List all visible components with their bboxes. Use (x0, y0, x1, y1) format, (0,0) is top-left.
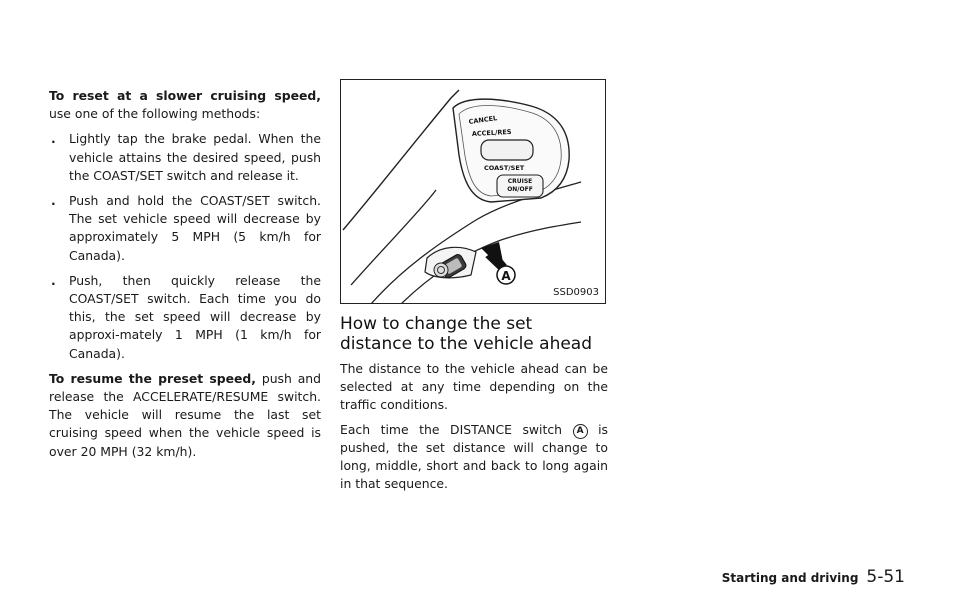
bullet-dot: . (51, 131, 56, 147)
section-name: Starting and driving (721, 571, 859, 585)
callout-a-marker: A (573, 424, 588, 439)
distance-text-after: is pushed, the set distance will change to long, middle, short and back to long again in that sequence. (340, 421, 608, 492)
list-item-text: Push and hold the COAST/SET switch. The set vehicle speed will decrease by approximately 5 MPH (5 km/h for Canada). (69, 193, 321, 263)
section-heading: How to change the set distance to the vehicle ahead (340, 314, 593, 354)
distance-intro-paragraph: The distance to the vehicle ahead can be selected at any time depending on the traffic conditions. (340, 361, 608, 413)
page-number: 5-51 (866, 567, 905, 587)
reset-slower-paragraph (49, 87, 321, 123)
list-item-text: Lightly tap the brake pedal. When the vehicle attains the desired speed, push the COAST/SET switch and release it. (69, 131, 321, 183)
left-column (49, 87, 321, 468)
figure-callout-a: A (501, 269, 511, 283)
resume-lead: To resume the preset speed, (49, 370, 257, 386)
right-column (340, 314, 608, 499)
list-item (49, 192, 321, 265)
steering-wheel-illustration (341, 80, 606, 304)
steering-switch-figure (340, 79, 606, 304)
cruise-label: CRUISE (507, 178, 533, 185)
bullet-dot: . (51, 193, 56, 209)
reset-slower-lead: To reset at a slower cruising speed, (49, 88, 321, 103)
figure-code: SSD0903 (553, 287, 599, 298)
list-item (49, 130, 321, 185)
reset-slower-text: use one of the following methods: (49, 106, 261, 122)
resume-paragraph (49, 370, 321, 461)
list-item-text: Push, then quickly release the COAST/SET switch. Each time you do this, the set speed will decrease by approxi-mately 1 MPH (1 km/h for Canada). (69, 272, 321, 361)
cancel-label: CANCEL (468, 114, 498, 126)
bullet-dot: . (51, 272, 56, 288)
on-off-label: ON/OFF (507, 186, 533, 193)
coast-set-label: COAST/SET (484, 164, 525, 172)
list-item (49, 272, 321, 363)
accel-res-label: ACCEL/RES (471, 127, 512, 138)
distance-text-before: Each time the DISTANCE switch (340, 421, 573, 437)
distance-switch-paragraph (340, 421, 608, 494)
resume-text: push and release the ACCELERATE/RESUME switch. The vehicle will resume the last set cruising speed when the vehicle speed is over 20 MPH (32 km/h). (49, 370, 322, 459)
page-footer (722, 567, 905, 587)
